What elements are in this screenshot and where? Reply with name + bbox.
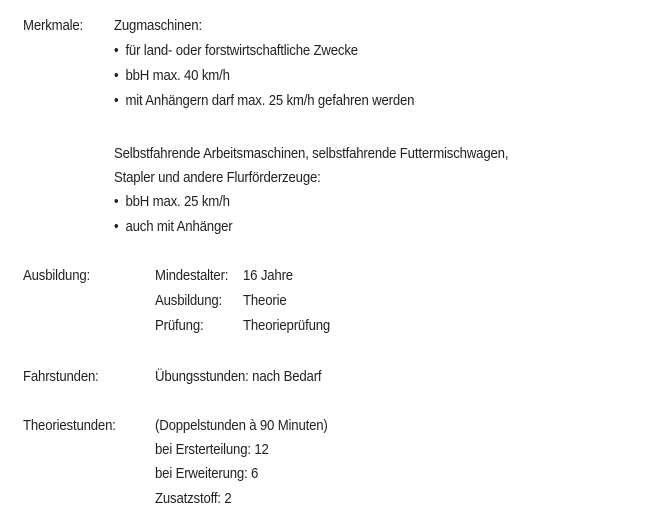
theoriestunden-line: bei Ersterteilung: 12 xyxy=(155,441,269,458)
fahrstunden-label: Fahrstunden: xyxy=(23,368,99,385)
selbstfahrende-item: • bbH max. 25 km/h xyxy=(114,193,230,211)
ausbildung-value: 16 Jahre xyxy=(243,267,293,284)
ausbildung-value: Theorieprüfung xyxy=(243,317,331,334)
theoriestunden-line: bei Erweiterung: 6 xyxy=(155,465,259,482)
ausbildung-label: Ausbildung: xyxy=(23,267,91,284)
ausbildung-key: Mindestalter: xyxy=(155,267,229,284)
fahrstunden-text: Übungsstunden: nach Bedarf xyxy=(155,368,322,385)
selbstfahrende-line-2: Stapler und andere Flurförderzeuge: xyxy=(114,169,321,186)
selbstfahrende-line-1: Selbstfahrende Arbeitsmaschinen, selbstfahrende Futtermischwagen, xyxy=(114,145,509,162)
zugmaschinen-title: Zugmaschinen: xyxy=(114,17,202,34)
ausbildung-key: Prüfung: xyxy=(155,317,204,334)
merkmale-label: Merkmale: xyxy=(23,17,84,34)
ausbildung-value: Theorie xyxy=(243,292,287,309)
zugmaschinen-item: • für land- oder forstwirtschaftliche Zwecke xyxy=(114,42,358,60)
ausbildung-key: Ausbildung: xyxy=(155,292,223,309)
selbstfahrende-item: • auch mit Anhänger xyxy=(114,218,233,236)
theoriestunden-line: Zusatzstoff: 2 xyxy=(155,490,232,507)
zugmaschinen-item: • bbH max. 40 km/h xyxy=(114,67,230,85)
theoriestunden-line: (Doppelstunden à 90 Minuten) xyxy=(155,417,328,434)
zugmaschinen-item: • mit Anhängern darf max. 25 km/h gefahren werden xyxy=(114,92,414,110)
theoriestunden-label: Theoriestunden: xyxy=(23,417,116,434)
